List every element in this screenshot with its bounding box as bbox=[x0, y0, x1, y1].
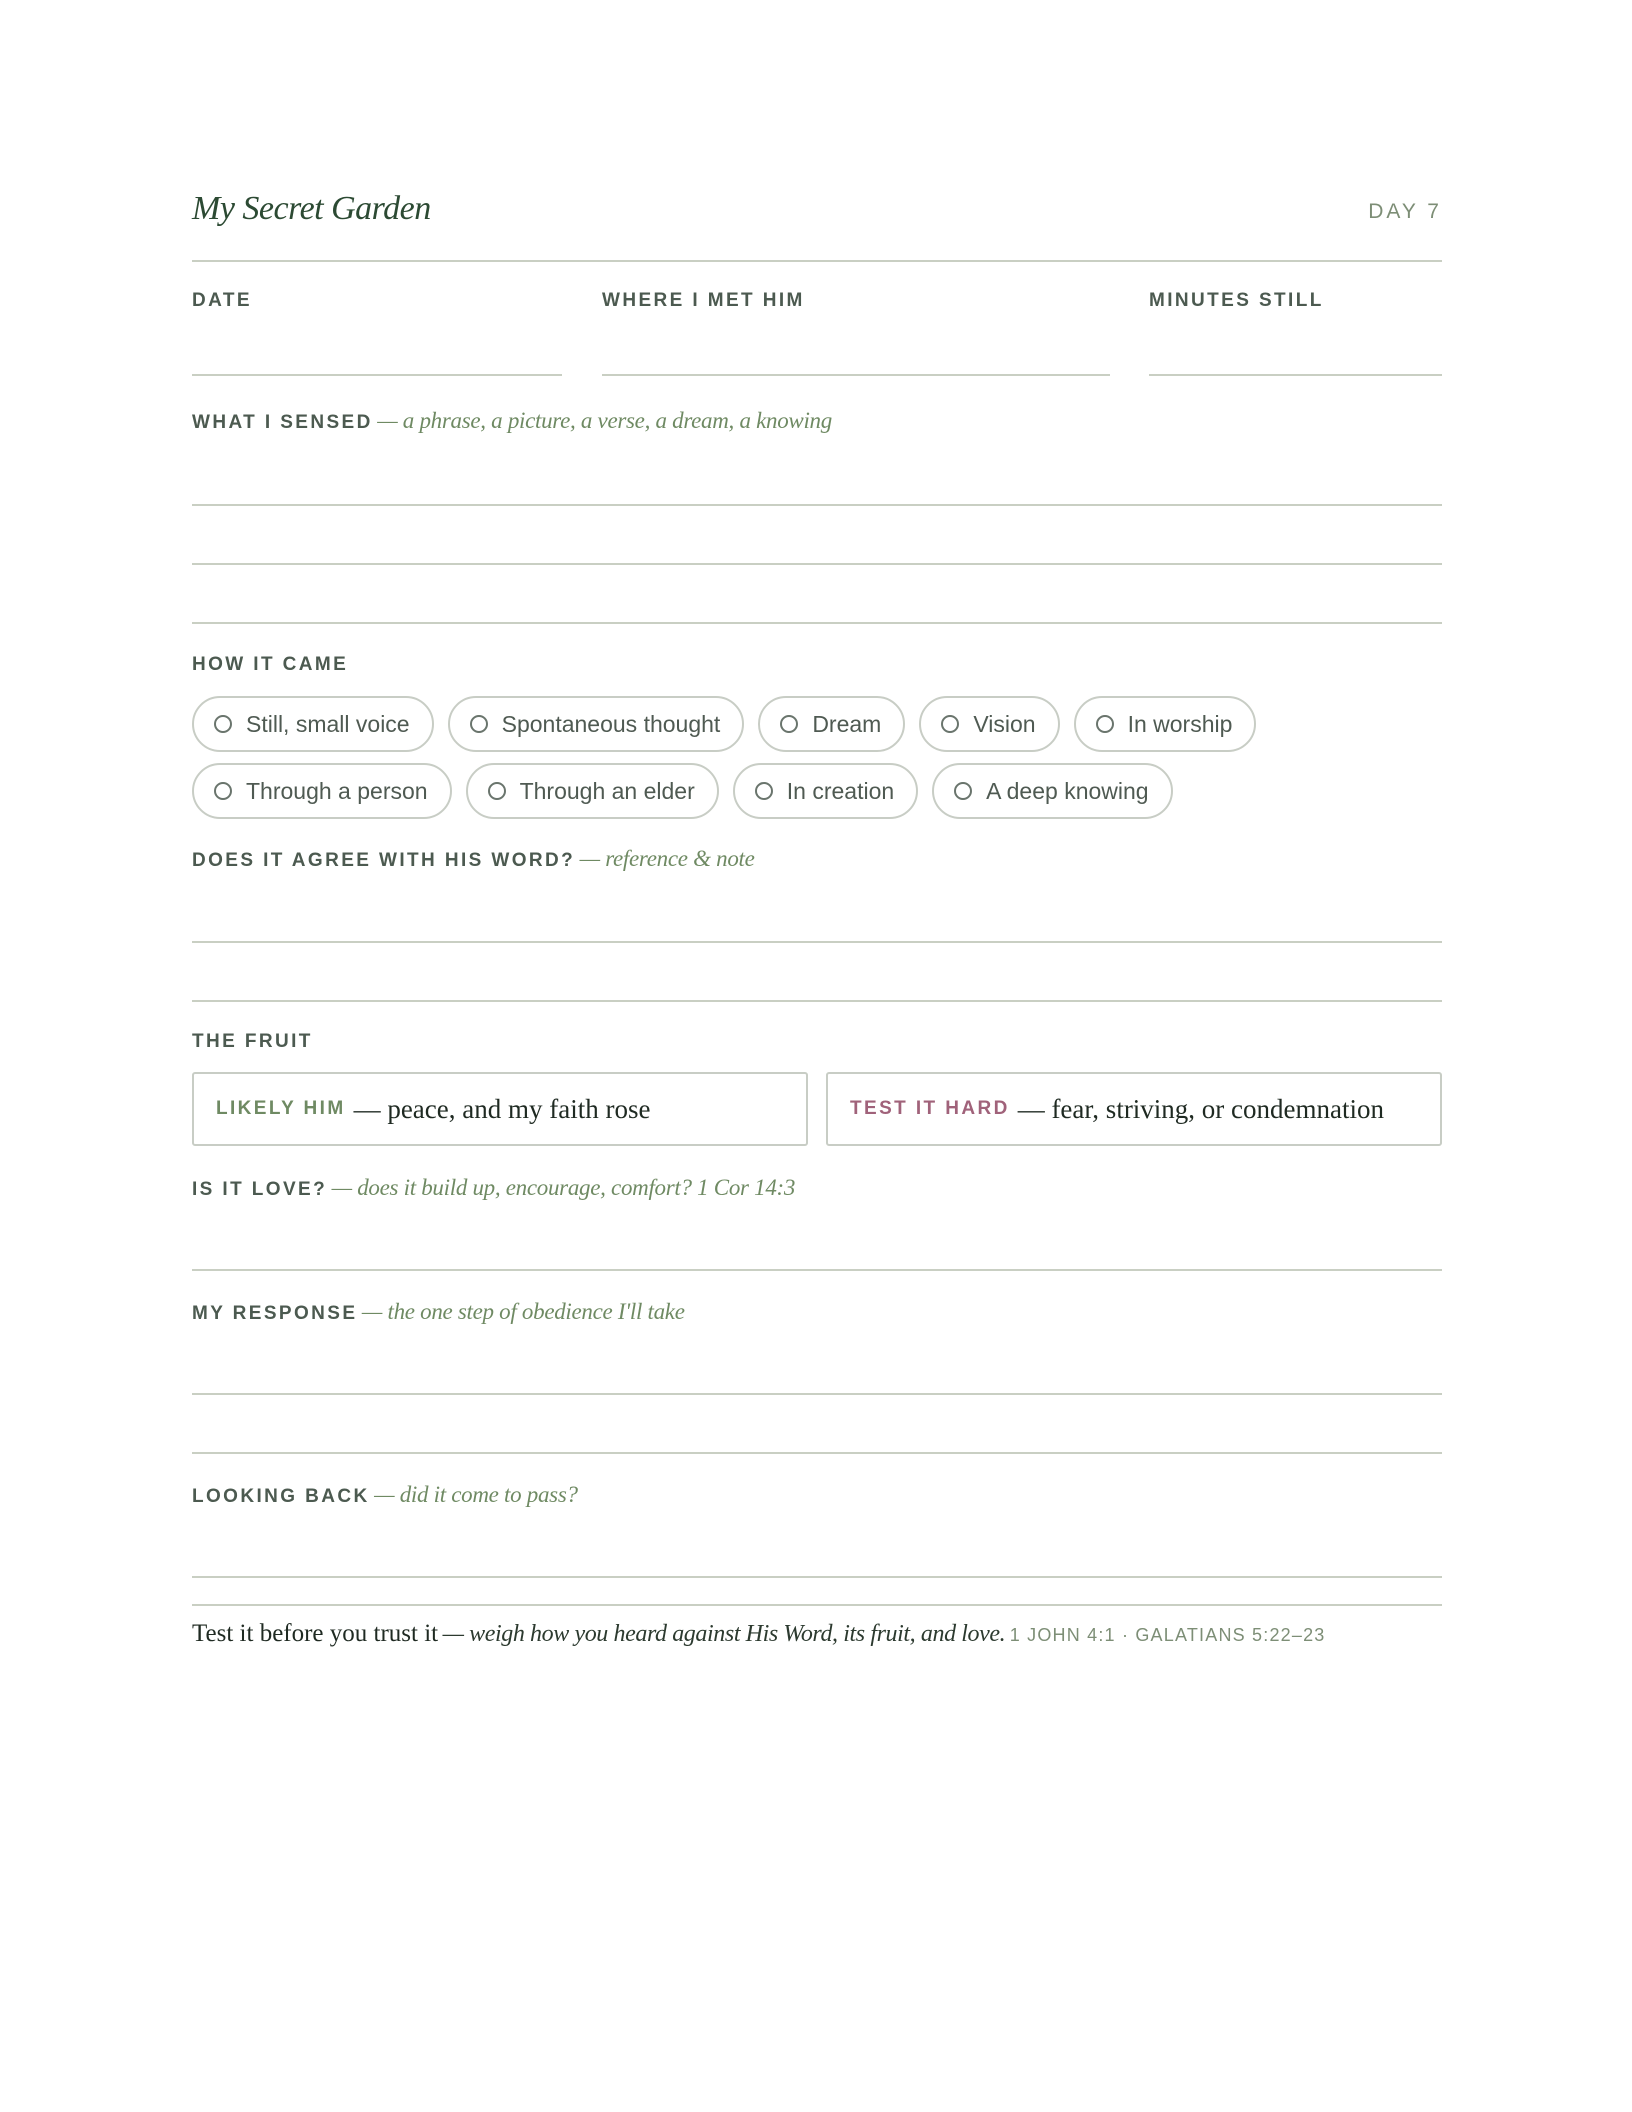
response-hint: — the one step of obedience I'll take bbox=[361, 1299, 685, 1324]
fruit-label: THE FRUIT bbox=[192, 1031, 313, 1052]
sensed-line-1[interactable] bbox=[192, 504, 1442, 506]
footer-note bbox=[192, 1604, 1442, 1648]
fruit-boxes bbox=[192, 1072, 1442, 1146]
option-still-small-voice[interactable]: Still, small voice bbox=[192, 696, 434, 752]
radio-icon[interactable] bbox=[214, 782, 232, 800]
how-label: HOW IT CAME bbox=[192, 654, 349, 675]
word-section bbox=[192, 846, 1442, 872]
likely-him-box[interactable] bbox=[192, 1072, 808, 1146]
test-it-hard-box[interactable] bbox=[826, 1072, 1442, 1146]
how-options-row-1 bbox=[192, 696, 1256, 752]
looking-section bbox=[192, 1482, 1442, 1508]
looking-hint: — did it come to pass? bbox=[374, 1482, 578, 1507]
response-label: MY RESPONSE bbox=[192, 1303, 358, 1324]
footer-italic: — weigh how you heard against His Word, its fruit, and love. bbox=[442, 1621, 1006, 1647]
looking-label: LOOKING BACK bbox=[192, 1486, 370, 1507]
sensed-label: WHAT I SENSED bbox=[192, 412, 373, 433]
sensed-line-3[interactable] bbox=[192, 622, 1442, 624]
radio-icon[interactable] bbox=[488, 782, 506, 800]
page-header bbox=[192, 190, 1442, 262]
looking-line-1[interactable] bbox=[192, 1576, 1442, 1578]
radio-icon[interactable] bbox=[941, 715, 959, 733]
love-section bbox=[192, 1175, 1442, 1201]
option-vision[interactable]: Vision bbox=[919, 696, 1059, 752]
where-field[interactable] bbox=[602, 290, 1110, 312]
radio-icon[interactable] bbox=[954, 782, 972, 800]
response-section bbox=[192, 1299, 1442, 1325]
word-hint: — reference & note bbox=[579, 846, 755, 871]
response-line-1[interactable] bbox=[192, 1393, 1442, 1395]
radio-icon[interactable] bbox=[214, 715, 232, 733]
minutes-field[interactable] bbox=[1149, 290, 1442, 312]
sensed-line-2[interactable] bbox=[192, 563, 1442, 565]
how-options-row-2 bbox=[192, 763, 1173, 819]
radio-icon[interactable] bbox=[470, 715, 488, 733]
love-line-1[interactable] bbox=[192, 1269, 1442, 1271]
sensed-hint: — a phrase, a picture, a verse, a dream, a knowing bbox=[377, 408, 832, 433]
option-in-creation[interactable]: In creation bbox=[733, 763, 918, 819]
minutes-label: MINUTES STILL bbox=[1149, 290, 1324, 311]
date-label: DATE bbox=[192, 290, 252, 311]
page-title: My Secret Garden bbox=[192, 190, 431, 227]
radio-icon[interactable] bbox=[1096, 715, 1114, 733]
option-through-a-person[interactable]: Through a person bbox=[192, 763, 452, 819]
word-line-1[interactable] bbox=[192, 941, 1442, 943]
response-line-2[interactable] bbox=[192, 1452, 1442, 1454]
likely-him-text: — peace, and my faith rose bbox=[353, 1093, 651, 1124]
footer-refs: 1 JOHN 4:1 · GALATIANS 5:22–23 bbox=[1009, 1625, 1326, 1645]
date-line bbox=[192, 374, 562, 376]
test-it-hard-text: — fear, striving, or condemnation bbox=[1017, 1093, 1385, 1124]
option-dream[interactable]: Dream bbox=[758, 696, 905, 752]
where-label: WHERE I MET HIM bbox=[602, 290, 805, 311]
minutes-line bbox=[1149, 374, 1442, 376]
how-section bbox=[192, 654, 1442, 676]
radio-icon[interactable] bbox=[755, 782, 773, 800]
date-field[interactable] bbox=[192, 290, 562, 312]
test-it-hard-tag: TEST IT HARD bbox=[850, 1098, 1010, 1119]
love-label: IS IT LOVE? bbox=[192, 1179, 328, 1200]
love-hint: — does it build up, encourage, comfort? 1 Cor 14:3 bbox=[331, 1175, 796, 1200]
where-line bbox=[602, 374, 1110, 376]
footer-main: Test it before you trust it bbox=[192, 1620, 439, 1647]
option-a-deep-knowing[interactable]: A deep knowing bbox=[932, 763, 1172, 819]
word-label: DOES IT AGREE WITH HIS WORD? bbox=[192, 850, 576, 871]
option-in-worship[interactable]: In worship bbox=[1074, 696, 1257, 752]
word-line-2[interactable] bbox=[192, 1000, 1442, 1002]
option-spontaneous-thought[interactable]: Spontaneous thought bbox=[448, 696, 745, 752]
likely-him-tag: LIKELY HIM bbox=[216, 1098, 346, 1119]
sensed-section bbox=[192, 408, 1442, 434]
radio-icon[interactable] bbox=[780, 715, 798, 733]
option-through-an-elder[interactable]: Through an elder bbox=[466, 763, 719, 819]
day-number: DAY 7 bbox=[1368, 200, 1442, 223]
meta-fields bbox=[192, 290, 1442, 380]
fruit-section bbox=[192, 1031, 1442, 1053]
